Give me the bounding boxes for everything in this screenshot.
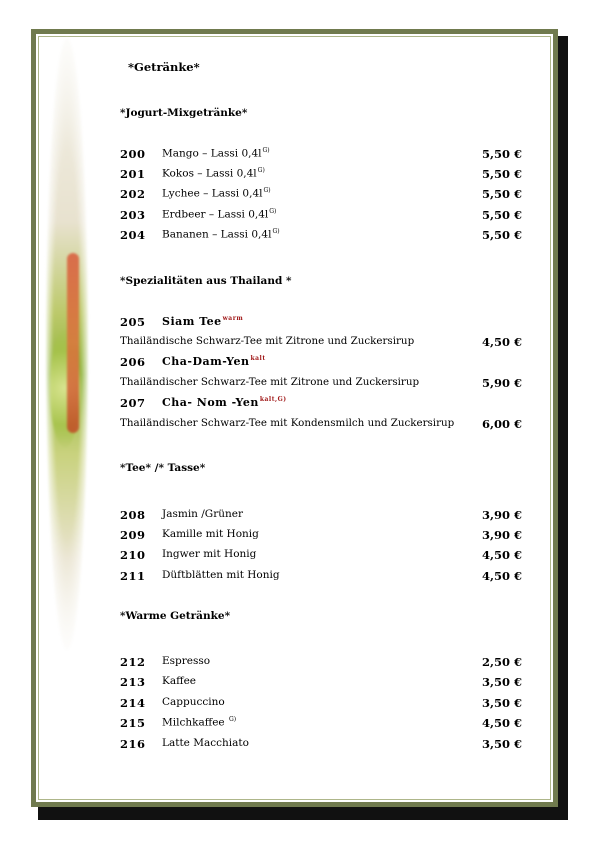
allergen-note: G) — [228, 716, 237, 723]
section-heading-thailand: *Spezialitäten aus Thailand * — [120, 275, 292, 287]
item-number: 203 — [120, 208, 146, 222]
item-price: 5,90 € — [481, 376, 522, 390]
item-number: 202 — [120, 187, 146, 201]
item-price: 6,00 € — [481, 417, 522, 431]
item-name: Siam Tee$^{warm}$ — [162, 315, 244, 328]
item-name: Cha-Dam-Yen$^{kalt}$ — [162, 355, 266, 368]
item-name: Espresso — [162, 655, 211, 667]
allergen-note: G) — [262, 147, 270, 154]
serving-note: kalt — [250, 355, 266, 363]
item-price: 5,50 € — [481, 147, 522, 161]
item-price: 4,50 € — [481, 548, 522, 562]
item-name: Lychee – Lassi $0,4l^{G)}$ — [162, 187, 271, 200]
item-price: 5,50 € — [481, 228, 522, 242]
item-description: Thailändischer Schwarz-Tee mit Kondensmilch und Zuckersirup — [120, 417, 455, 429]
decorative-drink-image — [46, 38, 88, 650]
item-price: 5,50 € — [481, 187, 522, 201]
item-number: 210 — [120, 548, 146, 562]
item-number: 211 — [120, 569, 146, 583]
item-description: Thailändischer Schwarz-Tee mit Zitrone und Zuckersirup — [120, 376, 420, 388]
item-number: 201 — [120, 167, 146, 181]
item-name: Kokos – Lassi $0,4l^{G)}$ — [162, 167, 265, 180]
item-price: 3,50 € — [481, 675, 522, 689]
item-name: Düftblätten mit Honig — [162, 569, 280, 581]
serving-note: warm — [222, 315, 244, 323]
item-number: 206 — [120, 355, 146, 369]
item-description: Thailändische Schwarz-Tee mit Zitrone und Zuckersirup — [120, 335, 415, 347]
menu-title: *Getränke* — [128, 60, 200, 74]
item-name: Erdbeer – Lassi $0,4l^{G)}$ — [162, 208, 277, 221]
item-price: 3,50 € — [481, 696, 522, 710]
item-name: Ingwer mit Honig — [162, 548, 257, 560]
item-price: 3,90 € — [481, 508, 522, 522]
item-number: 214 — [120, 696, 146, 710]
item-number: 212 — [120, 655, 146, 669]
item-number: 200 — [120, 147, 146, 161]
section-heading-tee: *Tee* /* Tasse* — [120, 462, 206, 474]
item-price: 5,50 € — [481, 208, 522, 222]
item-price: 4,50 € — [481, 569, 522, 583]
item-name: Milchkaffee $^{G)}$ — [162, 716, 237, 729]
allergen-note: G) — [272, 228, 280, 235]
serving-note: kalt,G) — [259, 396, 287, 404]
item-price: 3,50 € — [481, 737, 522, 751]
item-number: 205 — [120, 315, 146, 329]
item-price: 2,50 € — [481, 655, 522, 669]
item-number: 215 — [120, 716, 146, 730]
item-number: 209 — [120, 528, 146, 542]
item-name: Kaffee — [162, 675, 196, 687]
section-heading-jogurt: *Jogurt-Mixgetränke* — [120, 107, 248, 119]
item-name: Cappuccino — [162, 696, 225, 708]
item-price: 5,50 € — [481, 167, 522, 181]
item-number: 213 — [120, 675, 146, 689]
item-number: 204 — [120, 228, 146, 242]
item-name: Bananen – Lassi $0,4l^{G)}$ — [162, 228, 280, 241]
allergen-note: G) — [269, 208, 277, 215]
item-name: Jasmin /Grüner — [162, 508, 243, 520]
item-name: Cha- Nom -Yen$^{kalt,G)}$ — [162, 396, 287, 409]
allergen-note: G) — [257, 167, 265, 174]
item-number: 208 — [120, 508, 146, 522]
item-price: 4,50 € — [481, 716, 522, 730]
item-price: 3,90 € — [481, 528, 522, 542]
item-name: Kamille mit Honig — [162, 528, 259, 540]
item-price: 4,50 € — [481, 335, 522, 349]
allergen-note: G) — [263, 187, 271, 194]
item-name: Mango – Lassi $0,4l^{G)}$ — [162, 147, 270, 160]
item-number: 207 — [120, 396, 146, 410]
section-heading-warm: *Warme Getränke* — [120, 610, 231, 622]
item-name: Latte Macchiato — [162, 737, 249, 749]
item-number: 216 — [120, 737, 146, 751]
